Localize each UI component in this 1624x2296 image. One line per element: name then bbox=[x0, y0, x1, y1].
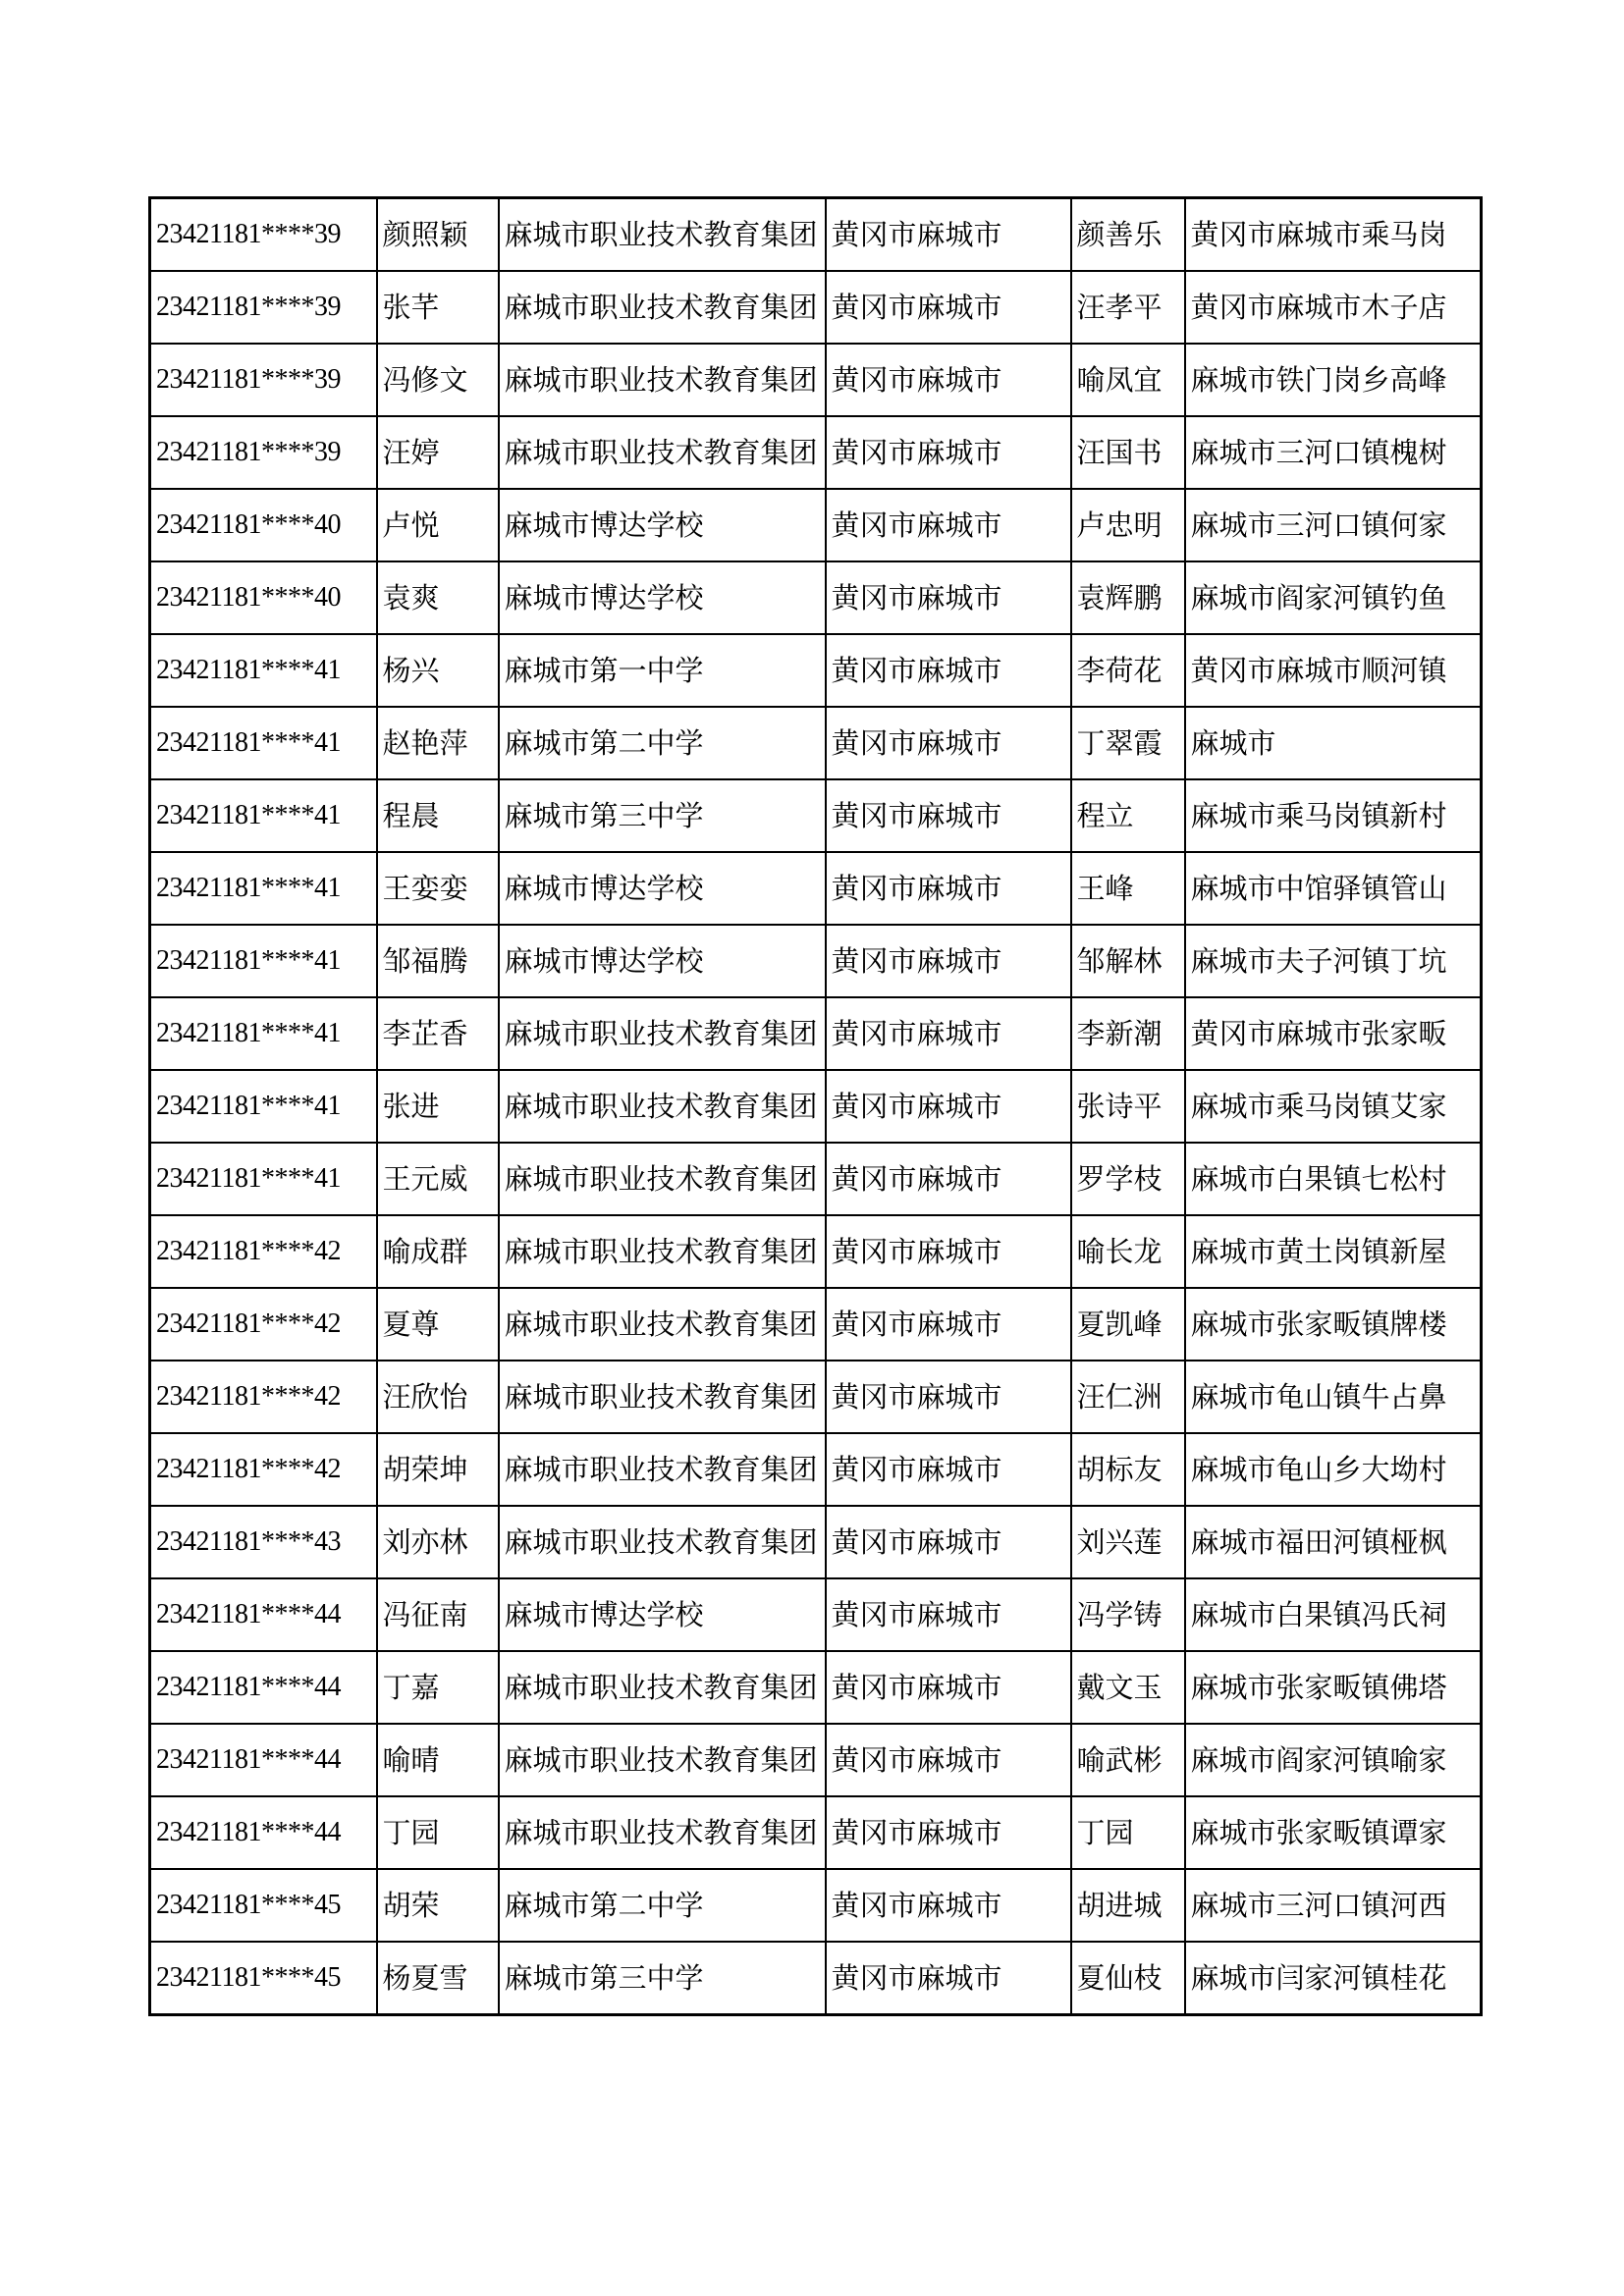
school-cell: 麻城市职业技术教育集团 bbox=[499, 271, 826, 344]
city-cell: 黄冈市麻城市 bbox=[826, 1215, 1071, 1288]
school-cell: 麻城市博达学校 bbox=[499, 1578, 826, 1651]
id-number-cell: 23421181****42 bbox=[150, 1433, 377, 1506]
school-cell: 麻城市第二中学 bbox=[499, 1869, 826, 1942]
table-row bbox=[150, 198, 1482, 272]
school-cell: 麻城市第一中学 bbox=[499, 634, 826, 707]
table-row bbox=[150, 1361, 1482, 1433]
address-cell: 麻城市黄土岗镇新屋 bbox=[1185, 1215, 1482, 1288]
guardian-name-cell: 戴文玉 bbox=[1071, 1651, 1185, 1724]
student-name-cell: 赵艳萍 bbox=[377, 707, 499, 779]
school-cell: 麻城市职业技术教育集团 bbox=[499, 1215, 826, 1288]
address-cell: 麻城市福田河镇桠枫 bbox=[1185, 1506, 1482, 1578]
guardian-name-cell: 刘兴莲 bbox=[1071, 1506, 1185, 1578]
city-cell: 黄冈市麻城市 bbox=[826, 561, 1071, 634]
student-name-cell: 杨夏雪 bbox=[377, 1942, 499, 2015]
student-name-cell: 颜照颖 bbox=[377, 198, 499, 272]
id-number-cell: 23421181****39 bbox=[150, 344, 377, 416]
school-cell: 麻城市职业技术教育集团 bbox=[499, 997, 826, 1070]
student-name-cell: 胡荣坤 bbox=[377, 1433, 499, 1506]
table-row bbox=[150, 997, 1482, 1070]
address-cell: 黄冈市麻城市乘马岗 bbox=[1185, 198, 1482, 272]
student-name-cell: 丁嘉 bbox=[377, 1651, 499, 1724]
city-cell: 黄冈市麻城市 bbox=[826, 1143, 1071, 1215]
table-row bbox=[150, 707, 1482, 779]
id-number-cell: 23421181****42 bbox=[150, 1215, 377, 1288]
address-cell: 麻城市三河口镇槐树 bbox=[1185, 416, 1482, 489]
table-row bbox=[150, 1506, 1482, 1578]
table-row bbox=[150, 1796, 1482, 1869]
id-number-cell: 23421181****41 bbox=[150, 852, 377, 925]
school-cell: 麻城市第三中学 bbox=[499, 779, 826, 852]
city-cell: 黄冈市麻城市 bbox=[826, 1070, 1071, 1143]
school-cell: 麻城市博达学校 bbox=[499, 561, 826, 634]
address-cell: 麻城市白果镇七松村 bbox=[1185, 1143, 1482, 1215]
city-cell: 黄冈市麻城市 bbox=[826, 1361, 1071, 1433]
school-cell: 麻城市博达学校 bbox=[499, 925, 826, 997]
address-cell: 麻城市夫子河镇丁坑 bbox=[1185, 925, 1482, 997]
table-row bbox=[150, 1724, 1482, 1796]
address-cell: 麻城市 bbox=[1185, 707, 1482, 779]
guardian-name-cell: 张诗平 bbox=[1071, 1070, 1185, 1143]
table-row bbox=[150, 1578, 1482, 1651]
id-number-cell: 23421181****41 bbox=[150, 634, 377, 707]
student-name-cell: 王元威 bbox=[377, 1143, 499, 1215]
table-row bbox=[150, 344, 1482, 416]
address-cell: 麻城市龟山镇牛占鼻 bbox=[1185, 1361, 1482, 1433]
id-number-cell: 23421181****41 bbox=[150, 997, 377, 1070]
address-cell: 麻城市龟山乡大坳村 bbox=[1185, 1433, 1482, 1506]
id-number-cell: 23421181****40 bbox=[150, 561, 377, 634]
guardian-name-cell: 冯学铸 bbox=[1071, 1578, 1185, 1651]
guardian-name-cell: 邹解林 bbox=[1071, 925, 1185, 997]
city-cell: 黄冈市麻城市 bbox=[826, 779, 1071, 852]
city-cell: 黄冈市麻城市 bbox=[826, 707, 1071, 779]
table-row bbox=[150, 779, 1482, 852]
table-row bbox=[150, 1433, 1482, 1506]
address-cell: 麻城市中馆驿镇管山 bbox=[1185, 852, 1482, 925]
city-cell: 黄冈市麻城市 bbox=[826, 1796, 1071, 1869]
guardian-name-cell: 汪国书 bbox=[1071, 416, 1185, 489]
student-name-cell: 杨兴 bbox=[377, 634, 499, 707]
student-name-cell: 张芊 bbox=[377, 271, 499, 344]
guardian-name-cell: 喻武彬 bbox=[1071, 1724, 1185, 1796]
table-row bbox=[150, 561, 1482, 634]
student-name-cell: 刘亦林 bbox=[377, 1506, 499, 1578]
address-cell: 麻城市白果镇冯氏祠 bbox=[1185, 1578, 1482, 1651]
address-cell: 麻城市张家畈镇佛塔 bbox=[1185, 1651, 1482, 1724]
id-number-cell: 23421181****39 bbox=[150, 271, 377, 344]
guardian-name-cell: 王峰 bbox=[1071, 852, 1185, 925]
guardian-name-cell: 夏凯峰 bbox=[1071, 1288, 1185, 1361]
school-cell: 麻城市第三中学 bbox=[499, 1942, 826, 2015]
student-name-cell: 冯征南 bbox=[377, 1578, 499, 1651]
table-row bbox=[150, 1070, 1482, 1143]
id-number-cell: 23421181****41 bbox=[150, 779, 377, 852]
student-name-cell: 冯修文 bbox=[377, 344, 499, 416]
guardian-name-cell: 喻长龙 bbox=[1071, 1215, 1185, 1288]
school-cell: 麻城市职业技术教育集团 bbox=[499, 198, 826, 272]
address-cell: 麻城市三河口镇河西 bbox=[1185, 1869, 1482, 1942]
city-cell: 黄冈市麻城市 bbox=[826, 997, 1071, 1070]
school-cell: 麻城市职业技术教育集团 bbox=[499, 416, 826, 489]
id-number-cell: 23421181****42 bbox=[150, 1361, 377, 1433]
student-name-cell: 袁爽 bbox=[377, 561, 499, 634]
student-name-cell: 卢悦 bbox=[377, 489, 499, 561]
city-cell: 黄冈市麻城市 bbox=[826, 925, 1071, 997]
guardian-name-cell: 胡进城 bbox=[1071, 1869, 1185, 1942]
address-cell: 黄冈市麻城市顺河镇 bbox=[1185, 634, 1482, 707]
school-cell: 麻城市职业技术教育集团 bbox=[499, 1651, 826, 1724]
address-cell: 黄冈市麻城市木子店 bbox=[1185, 271, 1482, 344]
table-row bbox=[150, 1651, 1482, 1724]
guardian-name-cell: 李新潮 bbox=[1071, 997, 1185, 1070]
address-cell: 麻城市三河口镇何家 bbox=[1185, 489, 1482, 561]
table-row bbox=[150, 271, 1482, 344]
address-cell: 麻城市乘马岗镇艾家 bbox=[1185, 1070, 1482, 1143]
id-number-cell: 23421181****44 bbox=[150, 1651, 377, 1724]
id-number-cell: 23421181****42 bbox=[150, 1288, 377, 1361]
city-cell: 黄冈市麻城市 bbox=[826, 852, 1071, 925]
guardian-name-cell: 程立 bbox=[1071, 779, 1185, 852]
city-cell: 黄冈市麻城市 bbox=[826, 198, 1071, 272]
city-cell: 黄冈市麻城市 bbox=[826, 1506, 1071, 1578]
city-cell: 黄冈市麻城市 bbox=[826, 1651, 1071, 1724]
guardian-name-cell: 颜善乐 bbox=[1071, 198, 1185, 272]
id-number-cell: 23421181****44 bbox=[150, 1724, 377, 1796]
school-cell: 麻城市职业技术教育集团 bbox=[499, 1506, 826, 1578]
school-cell: 麻城市职业技术教育集团 bbox=[499, 1433, 826, 1506]
student-name-cell: 胡荣 bbox=[377, 1869, 499, 1942]
table-row bbox=[150, 852, 1482, 925]
city-cell: 黄冈市麻城市 bbox=[826, 1869, 1071, 1942]
school-cell: 麻城市博达学校 bbox=[499, 489, 826, 561]
address-cell: 麻城市乘马岗镇新村 bbox=[1185, 779, 1482, 852]
student-name-cell: 王娈娈 bbox=[377, 852, 499, 925]
city-cell: 黄冈市麻城市 bbox=[826, 634, 1071, 707]
school-cell: 麻城市第二中学 bbox=[499, 707, 826, 779]
table-row bbox=[150, 1143, 1482, 1215]
student-name-cell: 程晨 bbox=[377, 779, 499, 852]
table-row bbox=[150, 489, 1482, 561]
id-number-cell: 23421181****39 bbox=[150, 416, 377, 489]
city-cell: 黄冈市麻城市 bbox=[826, 1578, 1071, 1651]
id-number-cell: 23421181****41 bbox=[150, 707, 377, 779]
student-name-cell: 喻晴 bbox=[377, 1724, 499, 1796]
school-cell: 麻城市职业技术教育集团 bbox=[499, 1724, 826, 1796]
student-name-cell: 喻成群 bbox=[377, 1215, 499, 1288]
guardian-name-cell: 汪仁洲 bbox=[1071, 1361, 1185, 1433]
address-cell: 麻城市阎家河镇喻家 bbox=[1185, 1724, 1482, 1796]
school-cell: 麻城市博达学校 bbox=[499, 852, 826, 925]
address-cell: 麻城市闫家河镇桂花 bbox=[1185, 1942, 1482, 2015]
guardian-name-cell: 汪孝平 bbox=[1071, 271, 1185, 344]
table-row bbox=[150, 634, 1482, 707]
city-cell: 黄冈市麻城市 bbox=[826, 1433, 1071, 1506]
student-name-cell: 汪欣怡 bbox=[377, 1361, 499, 1433]
guardian-name-cell: 卢忠明 bbox=[1071, 489, 1185, 561]
school-cell: 麻城市职业技术教育集团 bbox=[499, 1070, 826, 1143]
id-number-cell: 23421181****43 bbox=[150, 1506, 377, 1578]
guardian-name-cell: 罗学枝 bbox=[1071, 1143, 1185, 1215]
address-cell: 麻城市张家畈镇谭家 bbox=[1185, 1796, 1482, 1869]
student-name-cell: 夏尊 bbox=[377, 1288, 499, 1361]
city-cell: 黄冈市麻城市 bbox=[826, 489, 1071, 561]
record-table bbox=[148, 196, 1483, 2016]
school-cell: 麻城市职业技术教育集团 bbox=[499, 1796, 826, 1869]
guardian-name-cell: 袁辉鹏 bbox=[1071, 561, 1185, 634]
record-table-body bbox=[150, 198, 1482, 2015]
table-row bbox=[150, 1215, 1482, 1288]
guardian-name-cell: 李荷花 bbox=[1071, 634, 1185, 707]
guardian-name-cell: 丁翠霞 bbox=[1071, 707, 1185, 779]
guardian-name-cell: 胡标友 bbox=[1071, 1433, 1185, 1506]
city-cell: 黄冈市麻城市 bbox=[826, 1724, 1071, 1796]
school-cell: 麻城市职业技术教育集团 bbox=[499, 344, 826, 416]
guardian-name-cell: 喻凤宜 bbox=[1071, 344, 1185, 416]
id-number-cell: 23421181****45 bbox=[150, 1869, 377, 1942]
student-name-cell: 丁园 bbox=[377, 1796, 499, 1869]
address-cell: 麻城市张家畈镇牌楼 bbox=[1185, 1288, 1482, 1361]
school-cell: 麻城市职业技术教育集团 bbox=[499, 1143, 826, 1215]
school-cell: 麻城市职业技术教育集团 bbox=[499, 1288, 826, 1361]
id-number-cell: 23421181****41 bbox=[150, 1070, 377, 1143]
address-cell: 麻城市阎家河镇钓鱼 bbox=[1185, 561, 1482, 634]
city-cell: 黄冈市麻城市 bbox=[826, 1288, 1071, 1361]
guardian-name-cell: 丁园 bbox=[1071, 1796, 1185, 1869]
address-cell: 黄冈市麻城市张家畈 bbox=[1185, 997, 1482, 1070]
table-row bbox=[150, 925, 1482, 997]
id-number-cell: 23421181****44 bbox=[150, 1578, 377, 1651]
id-number-cell: 23421181****39 bbox=[150, 198, 377, 272]
guardian-name-cell: 夏仙枝 bbox=[1071, 1942, 1185, 2015]
id-number-cell: 23421181****45 bbox=[150, 1942, 377, 2015]
city-cell: 黄冈市麻城市 bbox=[826, 416, 1071, 489]
city-cell: 黄冈市麻城市 bbox=[826, 271, 1071, 344]
student-name-cell: 张进 bbox=[377, 1070, 499, 1143]
table-row bbox=[150, 1942, 1482, 2015]
table-row bbox=[150, 1288, 1482, 1361]
city-cell: 黄冈市麻城市 bbox=[826, 1942, 1071, 2015]
address-cell: 麻城市铁门岗乡高峰 bbox=[1185, 344, 1482, 416]
student-name-cell: 邹福腾 bbox=[377, 925, 499, 997]
school-cell: 麻城市职业技术教育集团 bbox=[499, 1361, 826, 1433]
table-row bbox=[150, 416, 1482, 489]
id-number-cell: 23421181****41 bbox=[150, 925, 377, 997]
id-number-cell: 23421181****41 bbox=[150, 1143, 377, 1215]
table-row bbox=[150, 1869, 1482, 1942]
id-number-cell: 23421181****40 bbox=[150, 489, 377, 561]
student-name-cell: 李芷香 bbox=[377, 997, 499, 1070]
city-cell: 黄冈市麻城市 bbox=[826, 344, 1071, 416]
id-number-cell: 23421181****44 bbox=[150, 1796, 377, 1869]
student-name-cell: 汪婷 bbox=[377, 416, 499, 489]
